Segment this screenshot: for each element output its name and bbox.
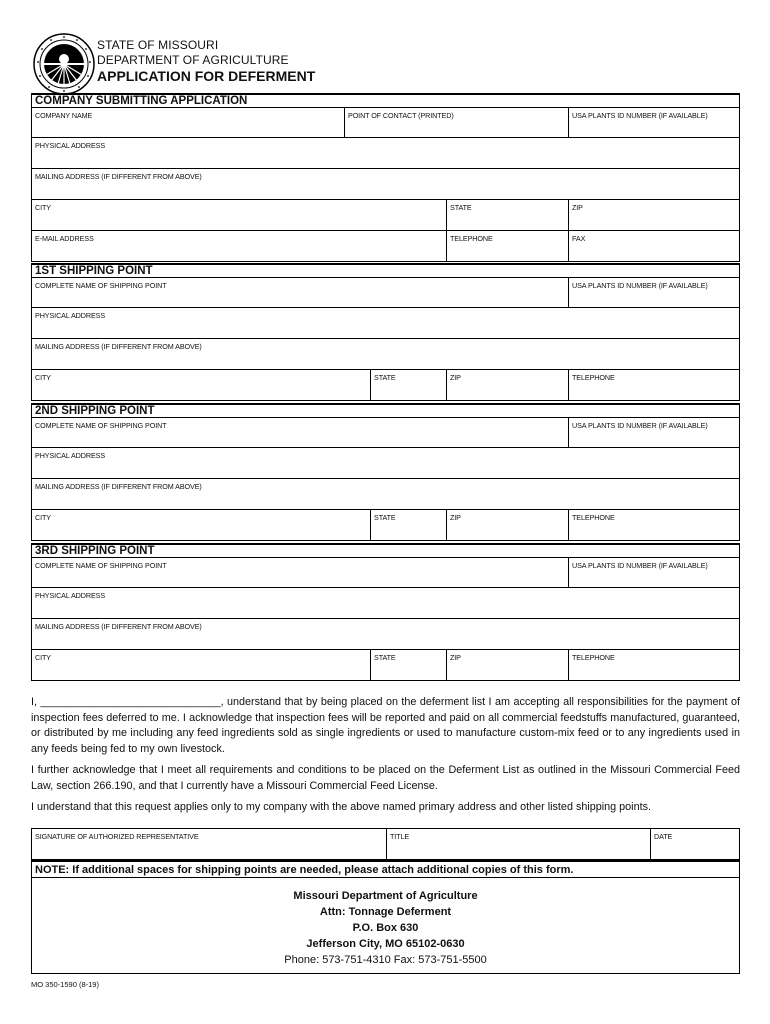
shipping-point-2-title: 2ND SHIPPING POINT bbox=[31, 403, 740, 417]
company-state-field[interactable] bbox=[446, 200, 568, 230]
state-label: STATE bbox=[450, 203, 472, 212]
email-label: E-MAIL ADDRESS bbox=[35, 234, 94, 243]
statement-paragraph-3: I understand that this request applies only to my company with the above named primary address and other listed shipping points. bbox=[31, 801, 651, 813]
sp1-name-field[interactable] bbox=[32, 278, 568, 307]
sp1-row-4 bbox=[31, 370, 740, 401]
shipping-point-name-label: COMPLETE NAME OF SHIPPING POINT bbox=[35, 281, 167, 290]
sp1-physical-address-field[interactable] bbox=[32, 308, 739, 338]
physical-address-label: PHYSICAL ADDRESS bbox=[35, 141, 106, 150]
sp3-row-3 bbox=[31, 619, 740, 650]
sp2-usa-plants-id-field[interactable] bbox=[568, 418, 739, 447]
mailing-address-label: MAILING ADDRESS (IF DIFFERENT FROM ABOVE) bbox=[35, 482, 202, 491]
sp1-zip-field[interactable] bbox=[446, 370, 568, 400]
shipping-point-name-label: COMPLETE NAME OF SHIPPING POINT bbox=[35, 421, 167, 430]
shipping-point-3-title: 3RD SHIPPING POINT bbox=[31, 543, 740, 557]
sp2-telephone-field[interactable] bbox=[568, 510, 739, 540]
zip-label: ZIP bbox=[450, 653, 461, 662]
city-label: CITY bbox=[35, 513, 51, 522]
telephone-label: TELEPHONE bbox=[572, 653, 615, 662]
sp2-mailing-address-field[interactable] bbox=[32, 479, 739, 509]
shipping-point-1-title: 1ST SHIPPING POINT bbox=[31, 263, 740, 277]
sp3-mailing-address-field[interactable] bbox=[32, 619, 739, 649]
state-label: STATE bbox=[374, 653, 396, 662]
company-name-field[interactable] bbox=[32, 108, 344, 137]
mailing-address-label: MAILING ADDRESS (IF DIFFERENT FROM ABOVE) bbox=[35, 342, 202, 351]
point-of-contact-field[interactable] bbox=[344, 108, 568, 137]
statement-paragraph-2: I further acknowledge that I meet all requirements and conditions to be placed on the Deferment List as outlined in the Missouri Commercial Feed Law, section 266.190, and that I currently have a Missouri Commercial Feed License. bbox=[31, 764, 740, 792]
header-state: STATE OF MISSOURI bbox=[97, 38, 219, 52]
usa-plants-id-label: USA PLANTS ID NUMBER (IF AVAILABLE) bbox=[572, 281, 708, 290]
signature-field[interactable] bbox=[32, 829, 386, 859]
city-label: CITY bbox=[35, 203, 51, 212]
fax-label: FAX bbox=[572, 234, 586, 243]
company-physical-address-field[interactable] bbox=[32, 138, 739, 168]
company-telephone-field[interactable] bbox=[446, 231, 568, 261]
zip-label: ZIP bbox=[450, 373, 461, 382]
telephone-label: TELEPHONE bbox=[572, 373, 615, 382]
statement-paragraph-1: I, ______________________________, understand that by being placed on the deferment list I am accepting all responsibilities for the payment of inspection fees deferred to me. I acknowledge that inspection fees will be reported and paid on all commercial feedstuffs manufactured, guaranteed, or distributed by me including any feed ingredients sold as single ingredients or used to manufacture custom-mix feed or to any ingredients used in any feeds being fed to my own livestock. bbox=[31, 696, 740, 755]
mail-to-line-1: Missouri Department of Agriculture bbox=[293, 890, 478, 902]
physical-address-label: PHYSICAL ADDRESS bbox=[35, 451, 106, 460]
mail-to-phone-fax: Phone: 573-751-4310 Fax: 573-751-5500 bbox=[284, 954, 487, 966]
header-department: DEPARTMENT OF AGRICULTURE bbox=[97, 53, 289, 67]
company-row-2 bbox=[31, 138, 740, 169]
usa-plants-id-label: USA PLANTS ID NUMBER (IF AVAILABLE) bbox=[572, 561, 708, 570]
company-section-title: COMPANY SUBMITTING APPLICATION bbox=[31, 93, 740, 107]
sp3-city-field[interactable] bbox=[32, 650, 370, 680]
signature-label: SIGNATURE OF AUTHORIZED REPRESENTATIVE bbox=[35, 832, 199, 841]
sp2-name-field[interactable] bbox=[32, 418, 568, 447]
company-row-5 bbox=[31, 231, 740, 262]
form-title: APPLICATION FOR DEFERMENT bbox=[97, 68, 316, 84]
company-email-field[interactable] bbox=[32, 231, 446, 261]
date-field[interactable] bbox=[650, 829, 739, 859]
sp2-physical-address-field[interactable] bbox=[32, 448, 739, 478]
company-row-3 bbox=[31, 169, 740, 200]
mail-to-line-2: Attn: Tonnage Deferment bbox=[319, 906, 452, 918]
sp2-row-3 bbox=[31, 479, 740, 510]
sp1-row-1 bbox=[31, 277, 740, 308]
sp3-physical-address-field[interactable] bbox=[32, 588, 739, 618]
sp2-city-field[interactable] bbox=[32, 510, 370, 540]
point-of-contact-label: POINT OF CONTACT (PRINTED) bbox=[348, 111, 454, 120]
company-zip-field[interactable] bbox=[568, 200, 739, 230]
mailing-address-label: MAILING ADDRESS (IF DIFFERENT FROM ABOVE) bbox=[35, 622, 202, 631]
mail-to-line-3: P.O. Box 630 bbox=[352, 922, 419, 934]
state-label: STATE bbox=[374, 373, 396, 382]
sp1-mailing-address-field[interactable] bbox=[32, 339, 739, 369]
company-city-field[interactable] bbox=[32, 200, 446, 230]
sp3-name-field[interactable] bbox=[32, 558, 568, 587]
mail-to-line-4: Jefferson City, MO 65102-0630 bbox=[306, 938, 465, 950]
usa-plants-id-label: USA PLANTS ID NUMBER (IF AVAILABLE) bbox=[572, 111, 708, 120]
state-label: STATE bbox=[374, 513, 396, 522]
sp1-city-field[interactable] bbox=[32, 370, 370, 400]
title-field[interactable] bbox=[386, 829, 650, 859]
company-mailing-address-field[interactable] bbox=[32, 169, 739, 199]
shipping-point-name-label: COMPLETE NAME OF SHIPPING POINT bbox=[35, 561, 167, 570]
sp2-row-2 bbox=[31, 448, 740, 479]
date-label: DATE bbox=[654, 832, 673, 841]
additional-spaces-note: NOTE: If additional spaces for shipping points are needed, please attach additional copies of this form. bbox=[31, 860, 740, 878]
department-seal-icon bbox=[33, 33, 95, 95]
city-label: CITY bbox=[35, 373, 51, 382]
sp1-state-field[interactable] bbox=[370, 370, 446, 400]
usa-plants-id-label: USA PLANTS ID NUMBER (IF AVAILABLE) bbox=[572, 421, 708, 430]
telephone-label: TELEPHONE bbox=[572, 513, 615, 522]
city-label: CITY bbox=[35, 653, 51, 662]
sp2-row-4 bbox=[31, 510, 740, 541]
sp1-row-3 bbox=[31, 339, 740, 370]
zip-label: ZIP bbox=[572, 203, 583, 212]
sp1-usa-plants-id-field[interactable] bbox=[568, 278, 739, 307]
sp3-state-field[interactable] bbox=[370, 650, 446, 680]
physical-address-label: PHYSICAL ADDRESS bbox=[35, 311, 106, 320]
sp3-zip-field[interactable] bbox=[446, 650, 568, 680]
sp2-zip-field[interactable] bbox=[446, 510, 568, 540]
sp2-row-1 bbox=[31, 417, 740, 448]
company-row-1 bbox=[31, 107, 740, 138]
acknowledgement-statement bbox=[31, 695, 740, 822]
company-name-label: COMPANY NAME bbox=[35, 111, 93, 120]
company-usa-plants-id-field[interactable] bbox=[568, 108, 739, 137]
mail-to-address bbox=[31, 878, 740, 974]
mailing-address-label: MAILING ADDRESS (IF DIFFERENT FROM ABOVE) bbox=[35, 172, 202, 181]
sp3-row-1 bbox=[31, 557, 740, 588]
company-row-4 bbox=[31, 200, 740, 231]
sp3-telephone-field[interactable] bbox=[568, 650, 739, 680]
signature-row bbox=[31, 828, 740, 860]
sp1-telephone-field[interactable] bbox=[568, 370, 739, 400]
sp3-usa-plants-id-field[interactable] bbox=[568, 558, 739, 587]
sp1-row-2 bbox=[31, 308, 740, 339]
sp2-state-field[interactable] bbox=[370, 510, 446, 540]
zip-label: ZIP bbox=[450, 513, 461, 522]
sp3-row-4 bbox=[31, 650, 740, 681]
sp3-row-2 bbox=[31, 588, 740, 619]
telephone-label: TELEPHONE bbox=[450, 234, 493, 243]
company-fax-field[interactable] bbox=[568, 231, 739, 261]
physical-address-label: PHYSICAL ADDRESS bbox=[35, 591, 106, 600]
form-number: MO 350-1590 (8-19) bbox=[31, 980, 99, 989]
title-label: TITLE bbox=[390, 832, 410, 841]
